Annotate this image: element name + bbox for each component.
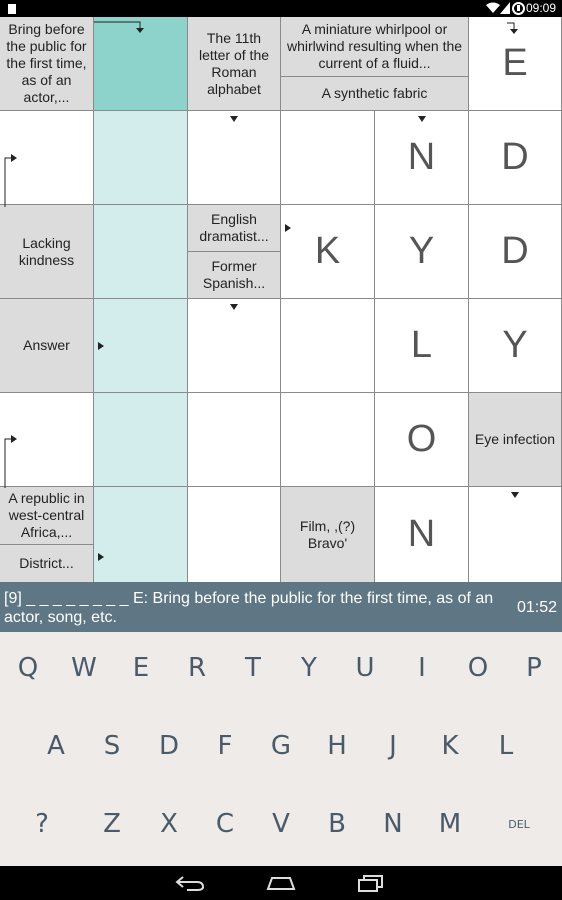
status-bar (0, 0, 562, 17)
clue-cell[interactable] (469, 393, 562, 487)
timer: 01:52 (516, 599, 557, 616)
clue-text: Bring before the public for the first time, as of an actor,... (6, 21, 87, 105)
grid-cell-highlighted[interactable] (94, 487, 188, 582)
arrow-right-icon (94, 340, 106, 352)
key-n[interactable]: N (383, 809, 403, 839)
clue-text: District... (19, 555, 74, 571)
grid-cell[interactable] (375, 111, 469, 205)
current-clue-bar (0, 582, 562, 632)
key-o[interactable]: O (467, 653, 489, 683)
cell-letter: L (410, 324, 433, 366)
arrow-down-icon (228, 300, 240, 313)
arrow-right-icon (94, 551, 106, 563)
grid-cell[interactable] (281, 299, 375, 393)
key-question[interactable]: ? (35, 809, 49, 839)
grid-cell[interactable] (281, 393, 375, 487)
key-w[interactable]: W (71, 653, 97, 683)
clue-text: Lacking kindness (18, 234, 75, 268)
navigation-bar (0, 866, 562, 900)
key-f[interactable]: F (217, 731, 233, 761)
key-l[interactable]: L (498, 731, 514, 761)
clue-text: A republic in west-central Africa,... (8, 490, 85, 540)
delete-key[interactable]: DEL (508, 817, 530, 831)
clue-text: The 11th letter of the Roman alphabet (198, 29, 270, 97)
cell-letter: K (314, 230, 341, 272)
current-clue-text: [9] _ _ _ _ _ _ _ _ E: Bring before the public for the first time, as of an actor, song, etc. (4, 590, 494, 626)
back-icon[interactable] (175, 874, 205, 892)
clue-text: Answer (23, 337, 70, 353)
status-time: 09:09 (525, 1, 556, 15)
cell-letter: O (406, 418, 437, 460)
wifi-icon (486, 2, 500, 14)
battery-icon (512, 2, 525, 15)
cell-letter: E (502, 42, 528, 84)
key-j[interactable]: J (389, 731, 397, 761)
grid-cell[interactable] (188, 299, 281, 393)
grid-cell-highlighted[interactable] (94, 393, 188, 487)
keyboard (0, 632, 562, 866)
key-r[interactable]: R (187, 653, 207, 683)
grid-cell-highlighted[interactable] (94, 205, 188, 299)
clue-text: Former Spanish... (202, 258, 266, 291)
grid-cell[interactable] (188, 111, 281, 205)
arrow-down-icon (228, 112, 240, 125)
key-e[interactable]: E (132, 653, 150, 683)
key-u[interactable]: U (355, 653, 375, 683)
clue-text: Film, ,(?) Bravo' (299, 517, 356, 551)
key-p[interactable]: P (526, 653, 542, 683)
grid-cell[interactable] (188, 487, 281, 582)
key-b[interactable]: B (328, 809, 346, 839)
key-g[interactable]: G (270, 731, 292, 761)
key-k[interactable]: K (441, 731, 459, 761)
key-h[interactable]: H (327, 731, 347, 761)
clue-cell[interactable] (281, 487, 375, 582)
cell-letter: D (501, 136, 529, 178)
key-s[interactable]: S (103, 731, 121, 761)
key-q[interactable]: Q (17, 653, 39, 683)
cell-letter: D (501, 230, 529, 272)
key-v[interactable]: V (272, 809, 290, 839)
grid-cell[interactable] (469, 111, 562, 205)
home-icon[interactable] (266, 874, 296, 892)
grid-cell[interactable] (469, 299, 562, 393)
cell-letter: Y (502, 324, 528, 366)
arrow-down-icon (507, 21, 521, 35)
key-x[interactable]: X (160, 809, 178, 839)
arrow-right-icon (281, 222, 293, 234)
signal-icon (500, 2, 510, 14)
key-z[interactable]: Z (103, 809, 121, 839)
cell-letter: N (407, 136, 436, 178)
grid-cell[interactable] (375, 393, 469, 487)
key-i[interactable]: I (418, 653, 426, 683)
clue-cell[interactable] (188, 17, 281, 111)
clue-cell[interactable] (188, 205, 281, 252)
grid-cell[interactable] (469, 205, 562, 299)
clue-cell[interactable] (0, 545, 94, 582)
arrow-up-right-icon (2, 152, 18, 208)
grid-cell-highlighted[interactable] (94, 111, 188, 205)
key-a[interactable]: A (47, 731, 65, 761)
arrow-down-icon (416, 112, 428, 125)
clue-cell[interactable] (188, 252, 281, 299)
crossword-grid (0, 17, 562, 582)
recents-icon[interactable] (356, 874, 386, 892)
grid-cell[interactable] (375, 205, 469, 299)
clue-cell[interactable] (281, 77, 469, 111)
key-m[interactable]: M (438, 809, 462, 839)
clue-cell[interactable] (0, 487, 94, 545)
clue-text: Eye infection (474, 431, 556, 447)
clue-cell[interactable] (0, 205, 94, 299)
clue-text: English dramatist... (199, 211, 269, 244)
arrow-right-down-icon (94, 19, 146, 33)
key-d[interactable]: D (158, 731, 180, 761)
grid-cell[interactable] (375, 487, 469, 582)
key-t[interactable]: T (245, 653, 261, 683)
clue-text: A miniature whirlpool or whirlwind resulting when the current of a fluid... (286, 21, 463, 71)
arrow-down-icon (509, 488, 521, 501)
grid-cell[interactable] (188, 393, 281, 487)
grid-cell-highlighted[interactable] (94, 299, 188, 393)
arrow-up-right-icon (2, 433, 18, 489)
grid-cell[interactable] (281, 111, 375, 205)
grid-cell[interactable] (375, 299, 469, 393)
clue-cell[interactable] (0, 299, 94, 393)
clue-text: A synthetic fabric (321, 85, 428, 101)
key-c[interactable]: C (215, 809, 235, 839)
clue-cell[interactable] (0, 17, 94, 111)
grid-cell[interactable] (281, 205, 375, 299)
notification-icon (8, 4, 16, 14)
cell-letter: Y (408, 230, 435, 272)
cell-letter: N (407, 513, 436, 555)
key-y[interactable]: Y (301, 653, 317, 683)
grid-cell[interactable] (469, 487, 562, 582)
clue-cell[interactable] (281, 17, 469, 77)
